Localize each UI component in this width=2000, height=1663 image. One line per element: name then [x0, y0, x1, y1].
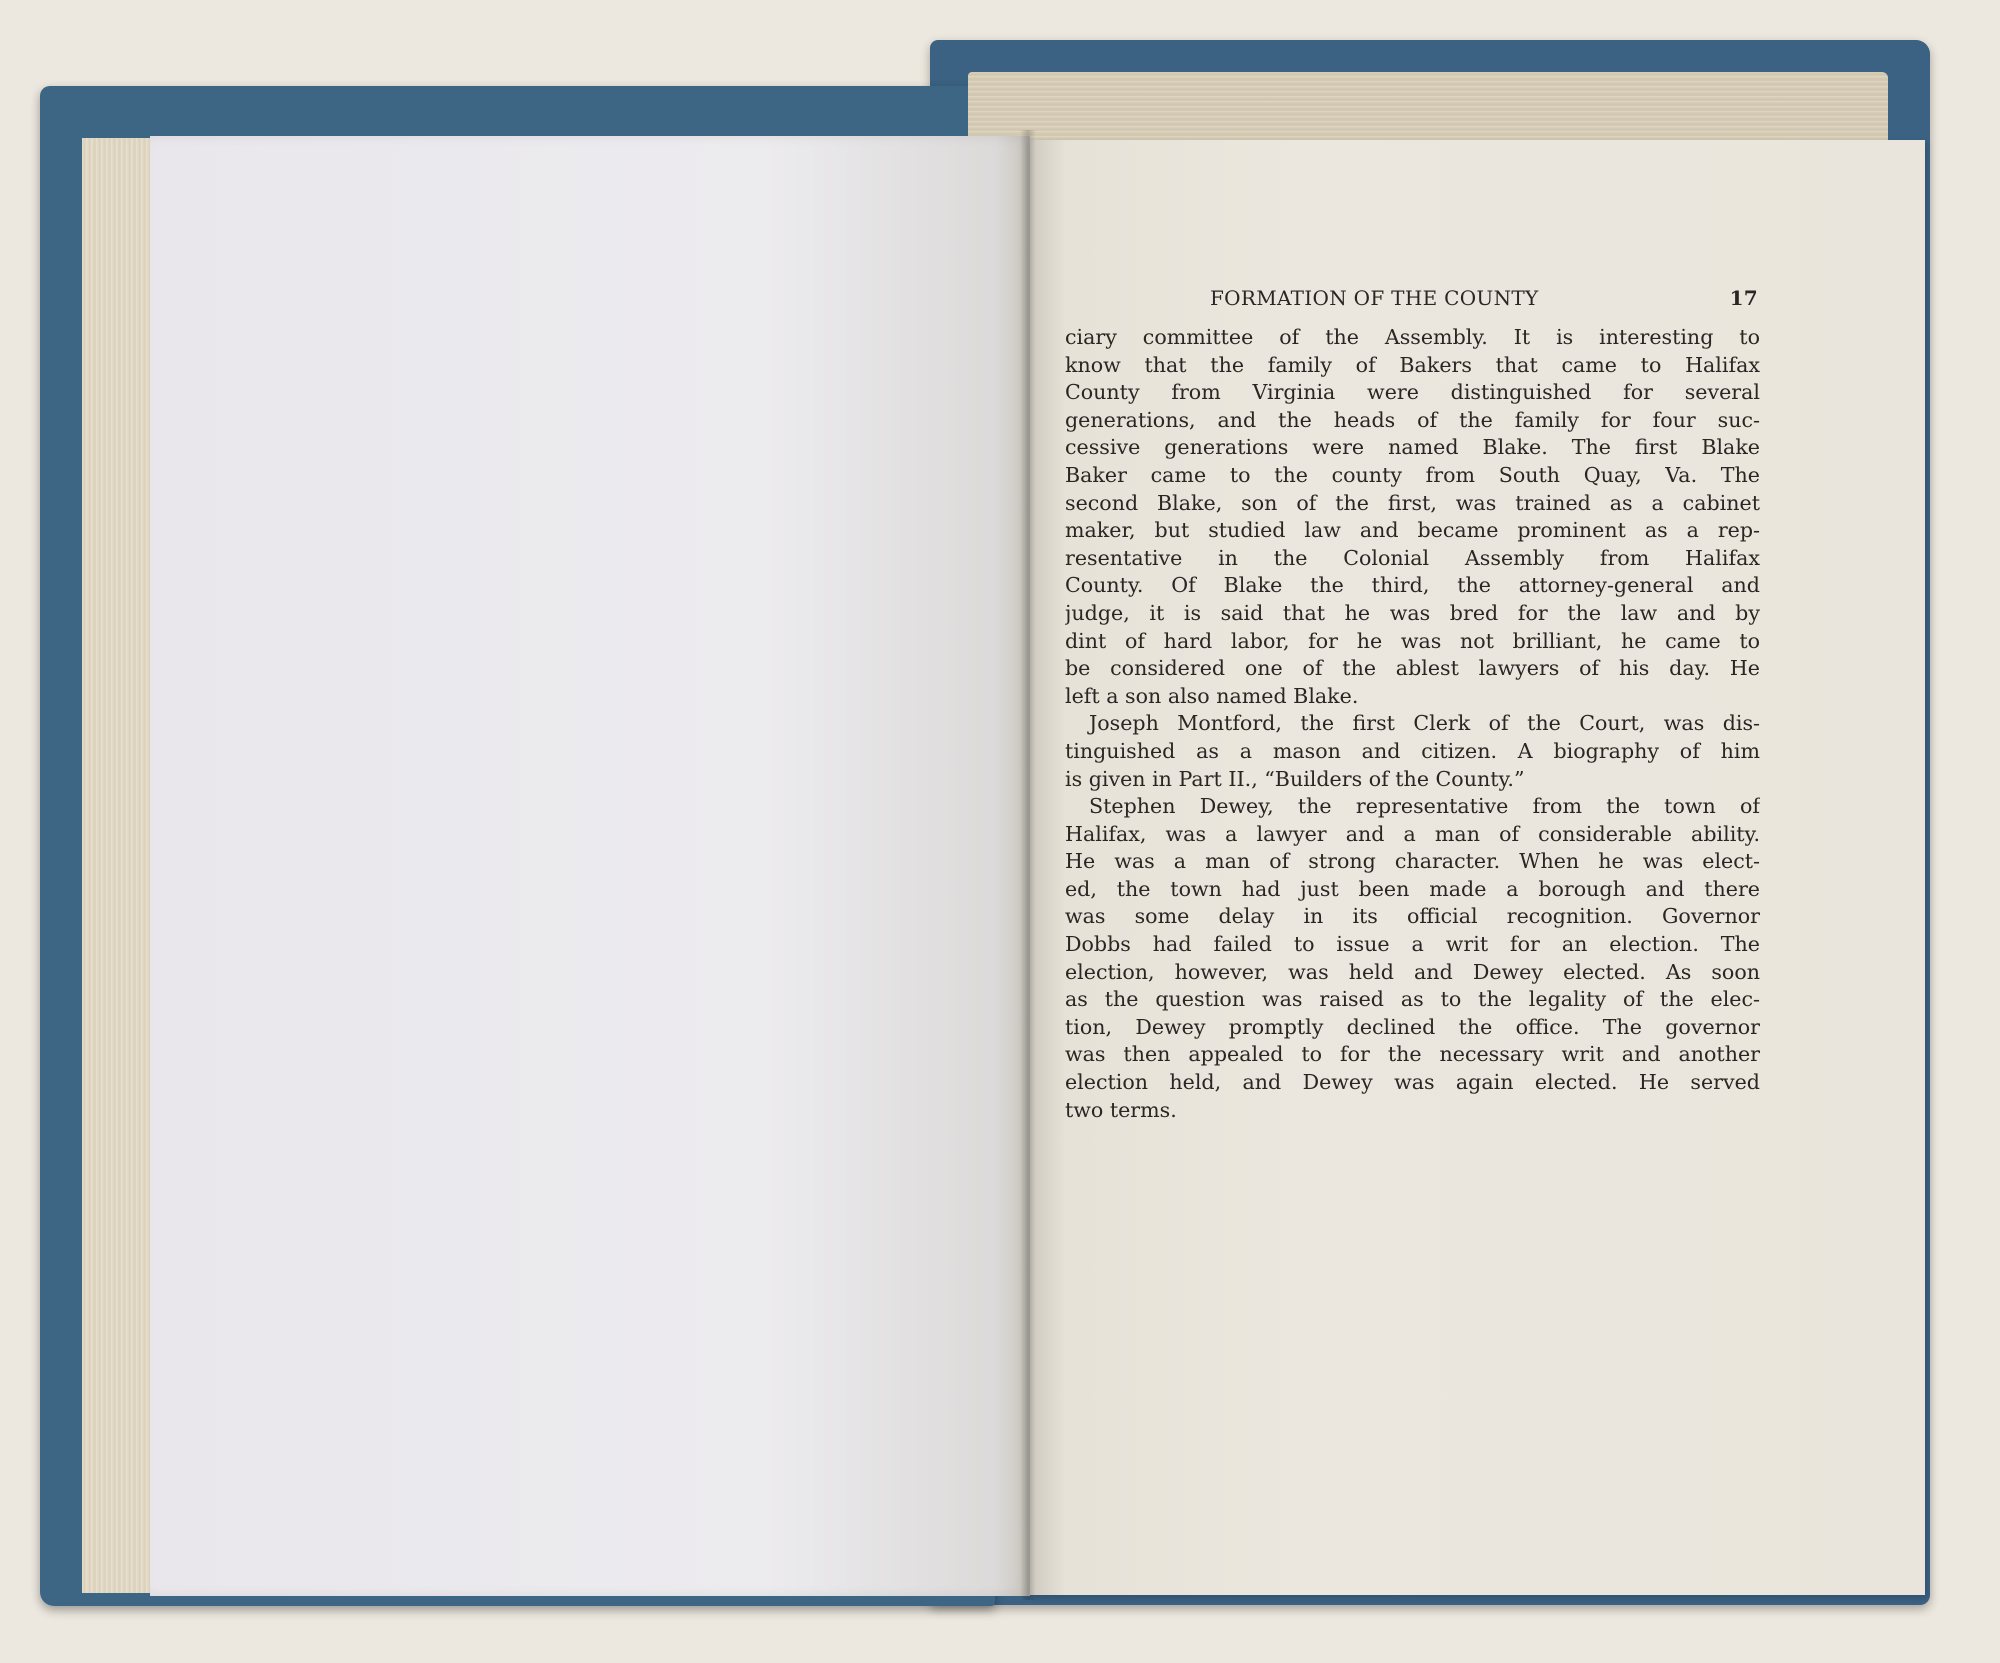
text-line: election, however, was held and Dewey elected. As soon	[1065, 959, 1760, 984]
text-line: County from Virginia were distinguished for several	[1065, 380, 1760, 405]
text-line: judge, it is said that he was bred for the law and by	[1065, 600, 1760, 625]
text-line: Halifax, was a lawyer and a man of considerable ability.	[1065, 821, 1760, 846]
text-line: maker, but studied law and became prominent as a rep-	[1065, 518, 1760, 543]
text-line: second Blake, son of the first, was trained as a cabinet	[1065, 490, 1760, 515]
text-line: ed, the town had just been made a borough and there	[1065, 876, 1760, 901]
running-head	[1210, 286, 1760, 310]
text-line: Joseph Montford, the first Clerk of the Court, was dis-	[1089, 711, 1760, 736]
text-line: was then appealed to for the necessary writ and another	[1065, 1042, 1760, 1067]
text-line: resentative in the Colonial Assembly from Halifax	[1065, 545, 1760, 570]
text-line: was some delay in its official recognition. Governor	[1065, 904, 1760, 929]
book-gutter	[1020, 130, 1036, 1600]
text-line: dint of hard labor, for he was not brilliant, he came to	[1065, 628, 1760, 653]
text-line: tion, Dewey promptly declined the office. The governor	[1065, 1014, 1760, 1039]
page-text-block	[1065, 286, 1760, 1124]
text-line: cessive generations were named Blake. The first Blake	[1065, 435, 1760, 460]
text-line: be considered one of the ablest lawyers of his day. He	[1065, 656, 1760, 681]
paragraph	[1065, 710, 1760, 793]
blank-left-page	[150, 136, 1030, 1596]
text-line: know that the family of Bakers that came to Halifax	[1065, 352, 1760, 377]
page-number: 17	[1729, 286, 1758, 310]
text-line: Dobbs had failed to issue a writ for an election. The	[1065, 932, 1760, 957]
text-line: ciary committee of the Assembly. It is interesting to	[1065, 325, 1760, 349]
text-line: County. Of Blake the third, the attorney-general and	[1065, 573, 1760, 598]
body-text	[1065, 324, 1760, 1124]
text-line: generations, and the heads of the family for four suc-	[1065, 407, 1760, 432]
text-line: two terms.	[1065, 1097, 1177, 1122]
text-line: is given in Part II., “Builders of the County.”	[1065, 766, 1525, 791]
text-line: election held, and Dewey was again elected. He served	[1065, 1070, 1760, 1095]
text-line: Stephen Dewey, the representative from the town of	[1089, 794, 1760, 819]
text-line: Baker came to the county from South Quay, Va. The	[1065, 462, 1760, 487]
running-head-title: FORMATION OF THE COUNTY	[1210, 286, 1539, 310]
paragraph	[1065, 324, 1760, 710]
text-line: tinguished as a mason and citizen. A biography of him	[1065, 738, 1760, 763]
text-line: as the question was raised as to the legality of the elec-	[1065, 987, 1760, 1012]
page-edges-top	[968, 72, 1888, 142]
paragraph	[1065, 793, 1760, 1124]
text-line: left a son also named Blake.	[1065, 683, 1359, 708]
text-line: He was a man of strong character. When he was elect-	[1065, 849, 1760, 874]
